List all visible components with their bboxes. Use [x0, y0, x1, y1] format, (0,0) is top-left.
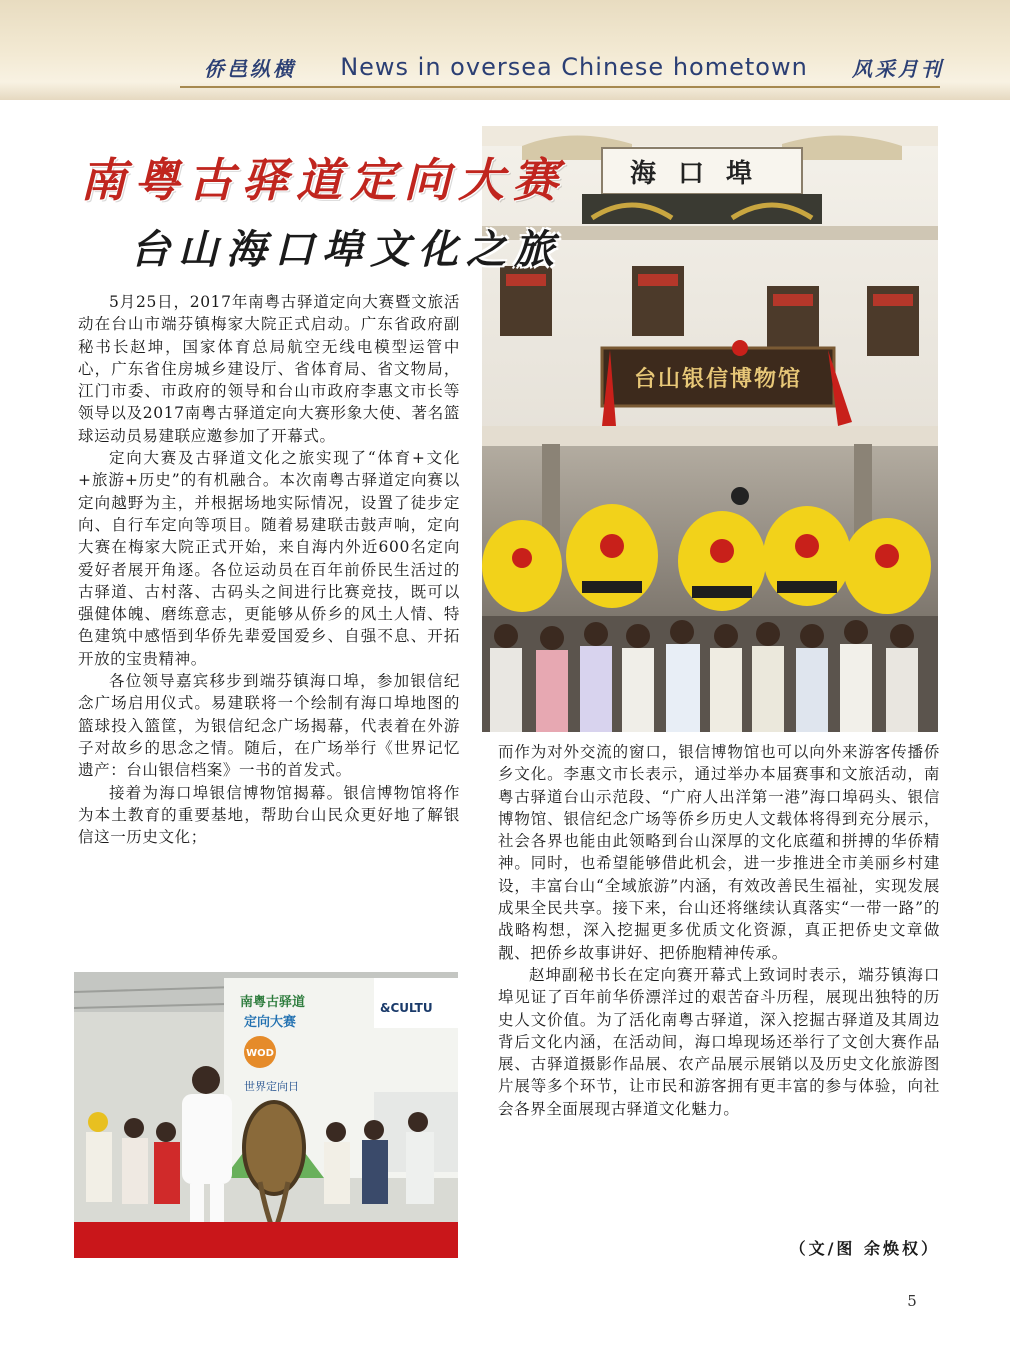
page-header: [204, 50, 944, 84]
ceremony-drum-photo: [74, 972, 458, 1258]
article-paragraph: 接着为海口埠银信博物馆揭幕。银信博物馆将作为本土教育的重要基地，帮助台山民众更好地了解银信这一历史文化；: [78, 783, 460, 847]
banner-line-3: 世界定向日: [244, 1080, 299, 1093]
author-credit: （文/图 余焕权）: [789, 1239, 940, 1258]
article-paragraph: 而作为对外交流的窗口，银信博物馆也可以向外来游客传播侨乡文化。李惠文市长表示，通过举办本届赛事和文旅活动，南粤古驿道台山示范段、“广府人出洋第一港”海口埠码头、银信博物馆、银信纪念广场等侨乡历史人文载体将得到充分展示，社会各界也能由此领略到台山深厚的文化底蕴和拼搏的华侨精神。同时，也希望能够借此机会，进一步推进全市美丽乡村建设，丰富台山“全域旅游”内涵，有效改善民生福祉，实现发展成果全民共享。接下来，台山还将继续认真落实“一带一路”的战略构想，深入挖掘更多优质文化资源，真正把侨史文章做靓、把侨乡故事讲好、把侨胞精神传承。: [498, 743, 940, 962]
building-name-sign: 海口埠: [629, 159, 775, 189]
museum-opening-photo: [482, 126, 938, 732]
banner-line-2: 定向大赛: [244, 1015, 297, 1030]
museum-plaque: 台山银信博物馆: [633, 366, 803, 392]
banner-right-text: &CULTU: [380, 1001, 433, 1015]
article-subtitle: 台山海口埠文化之旅: [130, 226, 562, 273]
article-paragraph: 赵坤副秘书长在定向赛开幕式上致词时表示，端芬镇海口埠见证了百年前华侨漂洋过的艰苦奋斗历程，展现出独特的历史人文价值。为了活化南粤古驿道，深入挖掘古驿道及其周边背后文化内涵，在活动间，海口埠现场还举行了文创大赛作品展、古驿道摄影作品展、农产品展示展销以及历史文化旅游图片展等多个环节，让市民和游客拥有更丰富的参与体验，向社会各界全面展现古驿道文化魅力。: [498, 965, 940, 1118]
header-rule: [180, 86, 940, 88]
header-english-title: News in oversea Chinese hometown: [340, 53, 808, 81]
page-number: 5: [907, 1292, 917, 1310]
header-magazine-name: 风采月刊: [851, 56, 944, 81]
article-column-right: [498, 741, 940, 1120]
article-paragraph: 各位领导嘉宾移步到端芬镇海口埠，参加银信纪念广场启用仪式。易建联将一个绘制有海口埠地图的篮球投入篮筐，为银信纪念广场揭幕，代表着在外游子对故乡的思念之情。随后，在广场举行《世界记忆遗产：台山银信档案》一书的首发式。: [78, 672, 460, 780]
wod-logo: WOD: [246, 1048, 274, 1059]
header-section-label: 侨邑纵横: [204, 56, 296, 81]
article-paragraph: 定向大赛及古驿道文化之旅实现了“体育+文化+旅游+历史”的有机融合。本次南粤古驿道定向赛以定向越野为主，并根据场地实际情况，设置了徒步定向、自行车定向等项目。随着易建联击鼓声响，定向大赛在梅家大院正式开始，来自海内外近600名定向爱好者展开角逐。各位运动员在百年前侨民生活过的古驿道、古村落、古码头之间进行比赛竞技，既可以强健体魄、磨练意志，更能够从侨乡的风土人情、特色建筑中感悟到华侨先辈爱国爱乡、自强不息、开拓开放的宝贵精神。: [78, 449, 460, 668]
article-paragraph: 5月25日，2017年南粤古驿道定向大赛暨文旅活动在台山市端芬镇梅家大院正式启动。广东省政府副秘书长赵坤，国家体育总局航空无线电模型运管中心，广东省住房城乡建设厅、省体育局、省文物局，江门市委、市政府的领导和台山市政府李惠文市长等领导以及2017南粤古驿道定向大赛形象大使、著名篮球运动员易建联应邀参加了开幕式。: [78, 293, 460, 445]
article-title: 南粤古驿道定向大赛: [80, 153, 566, 207]
banner-line-1: 南粤古驿道: [240, 995, 306, 1010]
article-column-left: [78, 291, 460, 848]
